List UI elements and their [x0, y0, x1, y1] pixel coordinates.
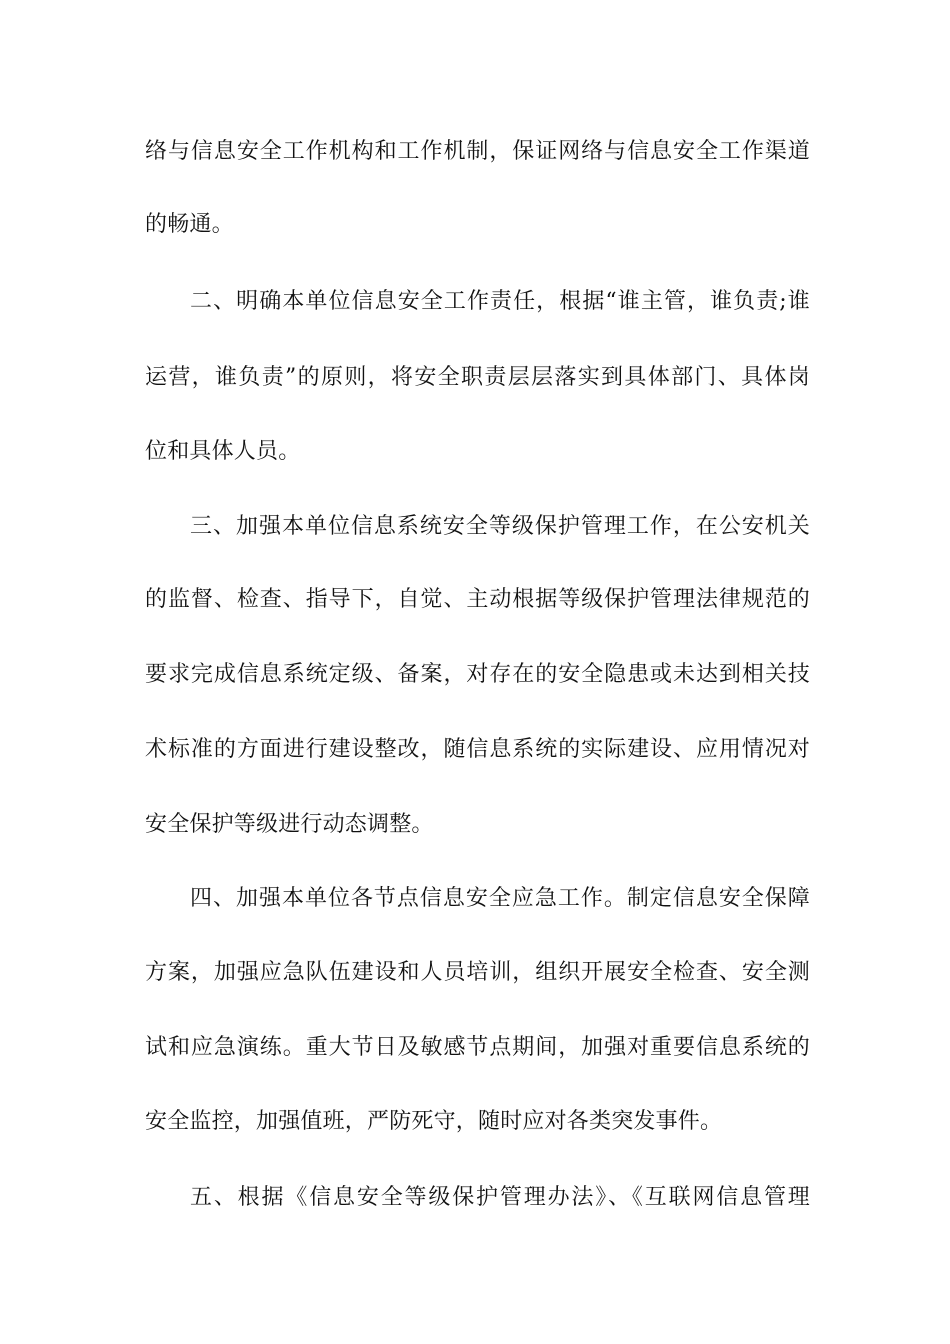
- paragraph-line: 二、明确本单位信息安全工作责任，根据“谁主管，谁负责;谁: [190, 289, 810, 314]
- paragraph-line: 方案，加强应急队伍建设和人员培训，组织开展安全检查、安全测: [145, 960, 810, 985]
- paragraph-line: 运营，谁负责”的原则，将安全职责层层落实到具体部门、具体岗: [145, 365, 810, 390]
- paragraph-line: 术标准的方面进行建设整改，随信息系统的实际建设、应用情况对: [145, 737, 810, 762]
- paragraph-line: 四、加强本单位各节点信息安全应急工作。制定信息安全保障: [190, 886, 810, 911]
- paragraph-line: 络与信息安全工作机构和工作机制，保证网络与信息安全工作渠道: [145, 139, 810, 164]
- paragraph-line: 的监督、检查、指导下，自觉、主动根据等级保护管理法律规范的: [145, 587, 810, 612]
- paragraph-line: 试和应急演练。重大节日及敏感节点期间，加强对重要信息系统的: [145, 1035, 810, 1060]
- paragraph-line: 要求完成信息系统定级、备案，对存在的安全隐患或未达到相关技: [145, 662, 810, 687]
- paragraph-line: 三、加强本单位信息系统安全等级保护管理工作，在公安机关: [190, 514, 810, 539]
- paragraph-line: 安全保护等级进行动态调整。: [145, 812, 434, 837]
- paragraph-line: 位和具体人员。: [145, 439, 301, 464]
- paragraph-line: 五、根据《信息安全等级保护管理办法》、《互联网信息管理: [190, 1185, 810, 1210]
- paragraph-line: 的畅通。: [145, 212, 234, 237]
- paragraph-line: 安全监控，加强值班，严防死守，随时应对各类突发事件。: [145, 1109, 723, 1134]
